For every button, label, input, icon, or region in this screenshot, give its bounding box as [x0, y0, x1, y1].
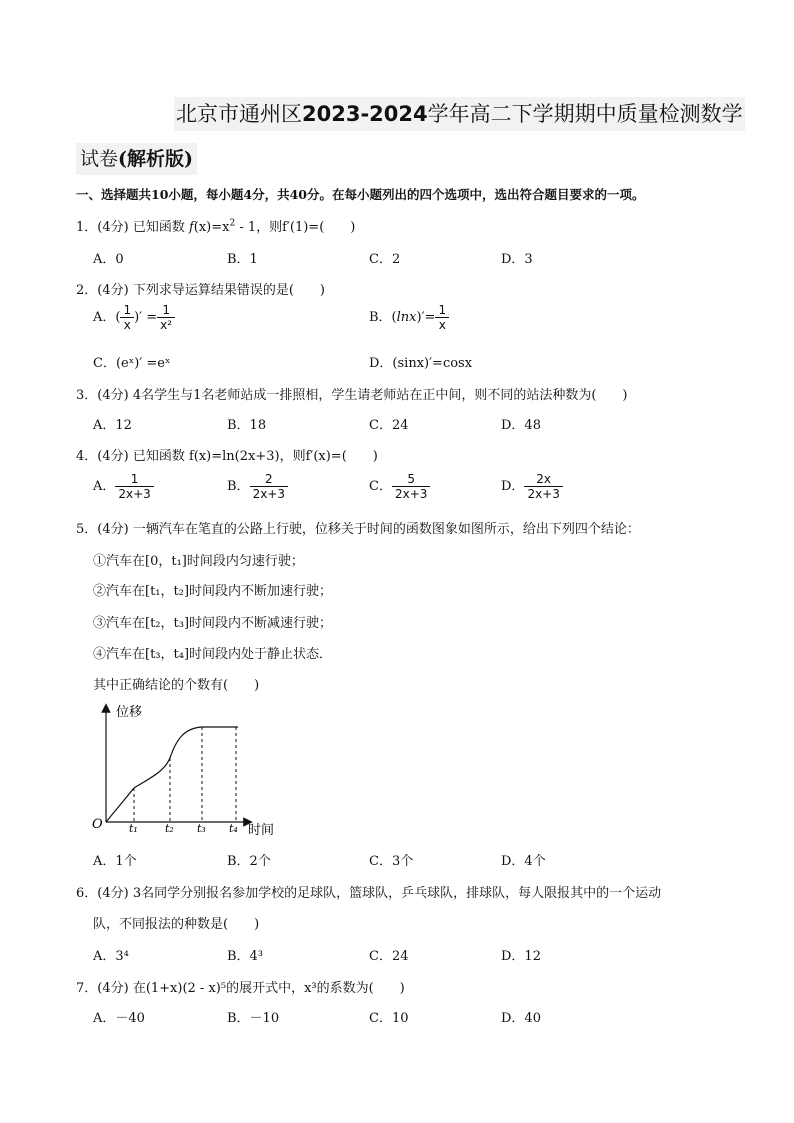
- question-5-stem: 5．(4分) 一辆汽车在笔直的公路上行驶，位移关于时间的函数图象如图所示，给出下列四个结论：: [76, 522, 640, 537]
- fraction: $\frac{5}{2x+3}$: [392, 472, 430, 501]
- question-3-option-d[interactable]: D．48: [501, 418, 541, 433]
- question-3-stem: 3．(4分) 4名学生与1名老师站成一排照相，学生请老师站在正中间，则不同的站法种数为( ): [76, 388, 628, 403]
- document-title-line2: 试卷(解析版): [76, 143, 197, 175]
- question-5-conclusion-4: ④汽车在[t₃，t₄]时间段内处于静止状态．: [93, 647, 333, 662]
- question-5-option-d[interactable]: D．4个: [501, 854, 546, 869]
- question-2-option-b[interactable]: B．(lnx)′= $\frac{1}{x}$: [369, 303, 449, 332]
- question-4-option-b[interactable]: B． $\frac{2}{2x+3}$: [227, 472, 288, 501]
- question-4-option-a[interactable]: A． $\frac{1}{2x+3}$: [93, 472, 154, 501]
- question-1-option-b[interactable]: B．1: [227, 252, 258, 267]
- x-axis-label: 时间: [248, 823, 275, 838]
- question-5-conclusion-1: ①汽车在[0，t₁]时间段内匀速行驶；: [93, 554, 304, 569]
- question-7-stem: 7．(4分) 在(1+x)(2 - x)⁵的展开式中，x³的系数为( ): [76, 981, 405, 996]
- question-2-option-d[interactable]: D．(sinx)′=cosx: [369, 356, 473, 371]
- question-6-option-c[interactable]: C．24: [369, 949, 409, 964]
- section-heading: 一、选择题共10小题，每小题4分，共40分。在每小题列出的四个选项中，选出符合题目要求的一项。: [76, 187, 645, 202]
- question-6-stem-line2: 队，不同报法的种数是( ): [93, 917, 260, 932]
- question-5-option-c[interactable]: C．3个: [369, 854, 414, 869]
- question-1-stem: 1．(4分) 已知函数 $f(x)=x^2 - 1$，则f′(1)=( ): [76, 218, 356, 235]
- question-4-stem: 4．(4分) 已知函数 f(x)=ln(2x+3)，则f′(x)=( ): [76, 449, 378, 464]
- question-1-option-c[interactable]: C．2: [369, 252, 401, 267]
- question-5-option-a[interactable]: A．1个: [93, 854, 137, 869]
- tick-t3: t₃: [197, 822, 206, 835]
- question-2-option-c[interactable]: C．(eˣ)′ =eˣ: [93, 356, 171, 371]
- fraction: $\frac{1}{\text{x²}}$: [157, 303, 175, 332]
- document-title-line1: 北京市通州区2023-2024学年高二下学期期中质量检测数学: [174, 97, 745, 131]
- question-7-option-b[interactable]: B．－10: [227, 1011, 280, 1026]
- question-5-conclusion-2: ②汽车在[t₁，t₂]时间段内不断加速行驶；: [93, 584, 333, 599]
- question-3-option-b[interactable]: B．18: [227, 418, 267, 433]
- question-1-option-d[interactable]: D．3: [501, 252, 533, 267]
- tick-t1: t₁: [129, 822, 138, 835]
- question-5-option-b[interactable]: B．2个: [227, 854, 271, 869]
- tick-t2: t₂: [165, 822, 174, 835]
- question-7-option-d[interactable]: D．40: [501, 1011, 541, 1026]
- question-5-ask: 其中正确结论的个数有( ): [93, 678, 260, 693]
- displacement-curve: [106, 727, 238, 822]
- origin-label: O: [92, 817, 103, 832]
- tick-t4: t₄: [229, 822, 238, 835]
- fraction: $\frac{1}{2x+3}$: [115, 472, 153, 501]
- question-3-option-c[interactable]: C．24: [369, 418, 409, 433]
- y-axis-label: 位移: [116, 705, 143, 720]
- question-6-option-d[interactable]: D．12: [501, 949, 541, 964]
- question-7-option-a[interactable]: A．－40: [93, 1011, 145, 1026]
- question-3-option-a[interactable]: A．12: [93, 418, 132, 433]
- question-1-option-a[interactable]: A．0: [93, 252, 124, 267]
- question-5-conclusion-3: ③汽车在[t₂，t₃]时间段内不断减速行驶；: [93, 616, 333, 631]
- question-6-option-a[interactable]: A．3⁴: [93, 949, 129, 964]
- displacement-time-graph: [88, 700, 288, 842]
- fraction: $\frac{1}{x}$: [435, 303, 449, 332]
- question-2-option-a[interactable]: A．( $\frac{1}{x}$ )′ = $\frac{1}{\text{x²}}$: [93, 303, 175, 332]
- question-4-option-d[interactable]: D． $\frac{2x}{2x+3}$: [501, 472, 563, 501]
- question-6-stem-line1: 6．(4分) 3名同学分别报名参加学校的足球队，篮球队，乒乓球队，排球队，每人限报其中的一个运动: [76, 886, 662, 901]
- fraction: $\frac{1}{x}$: [120, 303, 134, 332]
- question-6-option-b[interactable]: B．4³: [227, 949, 264, 964]
- question-7-option-c[interactable]: C．10: [369, 1011, 409, 1026]
- fraction: $\frac{2}{2x+3}$: [250, 472, 288, 501]
- fraction: $\frac{2x}{2x+3}$: [524, 472, 562, 501]
- question-4-option-c[interactable]: C． $\frac{5}{2x+3}$: [369, 472, 430, 501]
- question-2-stem: 2．(4分) 下列求导运算结果错误的是( ): [76, 283, 325, 298]
